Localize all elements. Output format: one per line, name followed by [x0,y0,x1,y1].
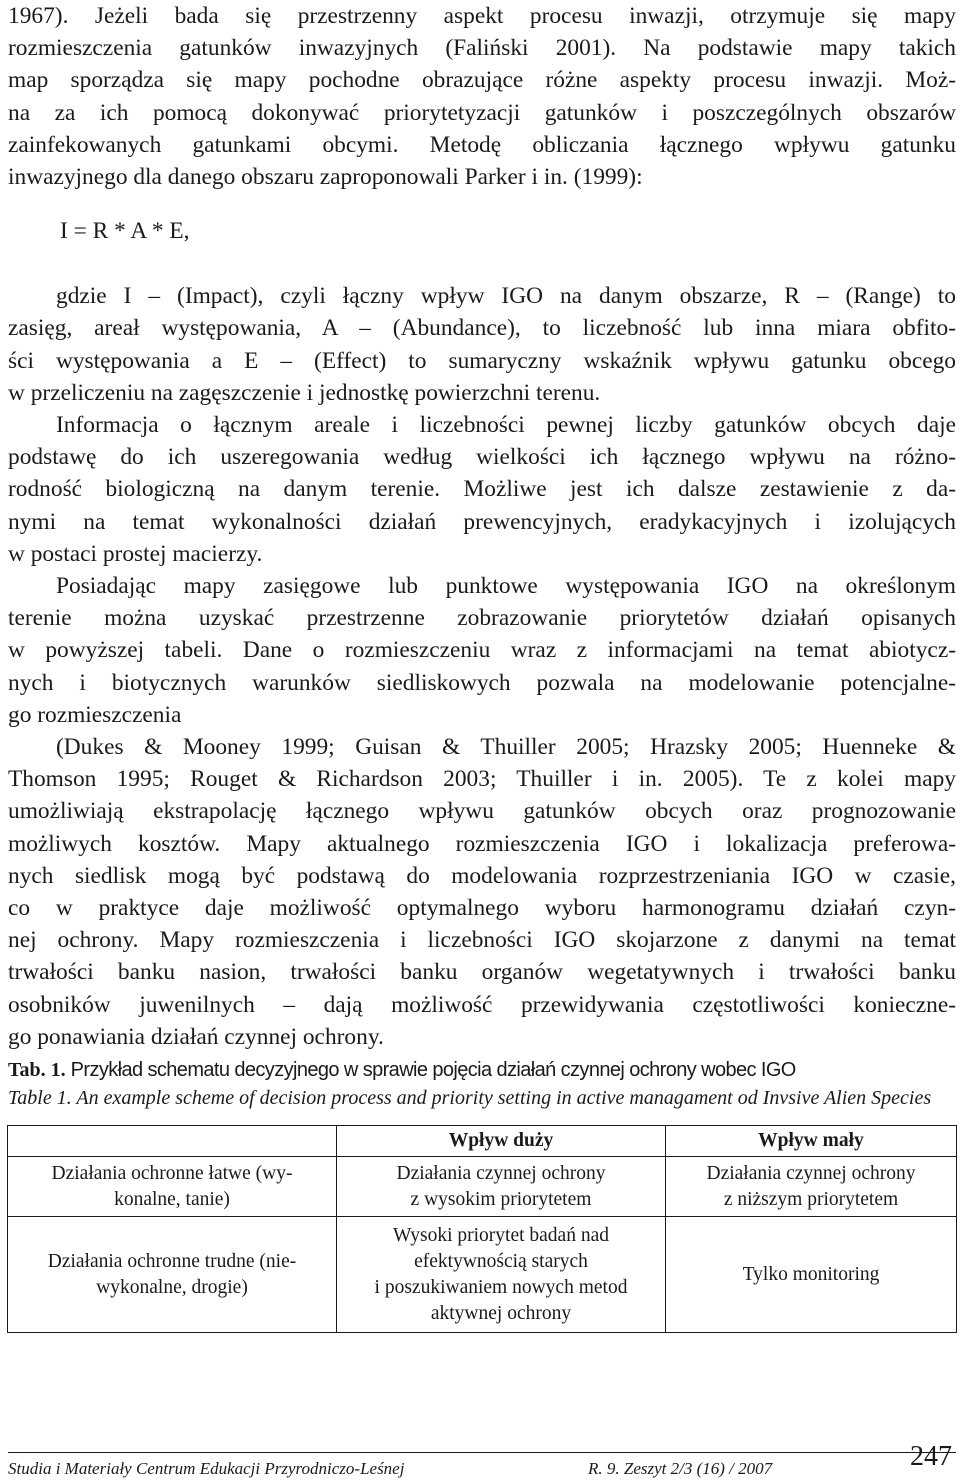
text-line: w postaci prostej macierzy. [8,540,263,567]
text-line: co w praktyce daje możliwość optymalnego wyboru harmonogramu działań czyn- [8,895,956,922]
text-line: na za ich pomocą dokonywać priorytetyzacji gatunków i poszczególnych obszarów [8,99,956,126]
table-row [8,1157,957,1217]
table-title-en: Table 1. An example scheme of decision process and priority setting in active managament od Invsive Alien Species [8,1087,932,1110]
text-line: nymi na temat wykonalności działań prewencyjnych, eradykacyjnych i izolujących [8,508,956,535]
table-cell: Działania czynnej ochrony z niższym priorytetem [666,1157,957,1217]
table-header-row [8,1126,957,1157]
text-line: możliwych kosztów. Mapy aktualnego rozmieszczenia IGO i lokalizacja preferowa- [8,830,956,857]
journal-name: Studia i Materiały Centrum Edukacji Przyrodniczo-Leśnej [8,1459,405,1478]
paragraph-references [8,731,956,1053]
text-line: osobników juwenilnych – dają możliwość przewidywania częstotliwości konieczne- [8,991,956,1018]
text-line: map sporządza się mapy pochodne obrazujące różne aspekty procesu inwazji. Moż- [8,67,956,94]
text-line: zasięg, areał występowania, A – (Abundance), to liczebność lub inna miara obfito- [8,315,956,342]
text-line: trwałości banku nasion, trwałości banku organów wegetatywnych i trwałości banku [8,959,956,986]
table-header-cell: Wpływ duży [337,1126,666,1157]
text-line: zainfekowanych gatunkami obcymi. Metodę obliczania łącznego wpływu gatunku [8,131,956,158]
table-cell: Działania ochronne łatwe (wy- konalne, tanie) [8,1157,337,1217]
text-line: go ponawiania działań czynnej ochrony. [8,1023,384,1050]
table-cell: Działania ochronne trudne (nie- wykonalne, drogie) [8,1217,337,1333]
table-cell: Wysoki priorytet badań nad efektywnością starych i poszukiwaniem nowych metod aktywnej ochrony [337,1217,666,1333]
table-caption [8,1057,956,1113]
text-line: podstawę do ich uszeregowania według wielkości ich łącznego wpływu na różno- [8,444,956,471]
table-caption-pl [8,1057,956,1083]
text-line: inwazyjnego dla danego obszaru zaproponowali Parker i in. (1999): [8,164,643,191]
paragraph-ranking [8,409,956,570]
text-line: umożliwiają ekstrapolację łącznego wpływu gatunków obcych oraz prognozowanie [8,798,956,825]
text-line: rozmieszczenia gatunków inwazyjnych (Faliński 2001). Na podstawie mapy takich [8,35,956,62]
text-line: Thomson 1995; Rouget & Richardson 2003; Thuiller i in. 2005). Te z kolei mapy [8,766,956,793]
text-line: terenie można uzyskać przestrzenne zobrazowanie priorytetów działań opisanych [8,605,956,632]
text-line: Informacja o łącznym areale i liczebności pewnej liczby gatunków obcych daje [56,412,956,439]
text-line: go rozmieszczenia [8,701,182,728]
table-header-cell [8,1126,337,1157]
table-title-pl: Przykład schematu decyzyjnego w sprawie pojęcia działań czynnej ochrony wobec IGO [70,1059,796,1082]
text-line: ści występowania a E – (Effect) to sumaryczny wskaźnik wpływu gatunku obcego [8,347,956,374]
text-line: w powyższej tabeli. Dane o rozmieszczeniu wraz z informacjami na temat abiotycz- [8,637,956,664]
text-line: gdzie I – (Impact), czyli łączny wpływ IGO na danym obszarze, R – (Range) to [56,283,956,310]
table-cell: Tylko monitoring [666,1217,957,1333]
page [8,0,956,1333]
table-cell: Działania czynnej ochrony z wysokim priorytetem [337,1157,666,1217]
text-line: (Dukes & Mooney 1999; Guisan & Thuiller 2005; Hrazsky 2005; Huenneke & [56,734,956,761]
page-number: 247 [910,1441,952,1472]
table-header-cell: Wpływ mały [666,1126,957,1157]
text-line: nych siedlisk mogą być podstawą do modelowania rozprzestrzeniania IGO w czasie, [8,862,956,889]
text-line: Posiadając mapy zasięgowe lub punktowe występowania IGO na określonym [56,573,956,600]
text-line: nej ochrony. Mapy rozmieszczenia i liczebności IGO skojarzone z danymi na temat [8,927,956,954]
journal-volume: R. 9. Zeszyt 2/3 (16) / 2007 [588,1459,773,1478]
impact-formula: I = R * A * E, [60,218,190,245]
paragraph-intro [8,0,956,193]
decision-table [7,1125,957,1333]
table-label: Tab. 1. [8,1059,66,1082]
table-row [8,1217,957,1333]
paragraph-maps [8,570,956,731]
text-line: w przeliczeniu na zagęszczenie i jednostkę powierzchni terenu. [8,379,601,406]
text-line: nych i biotycznych warunków siedliskowych pozwala na modelowanie potencjalne- [8,669,956,696]
paragraph-formula-explanation [8,280,956,409]
page-footer [8,1441,956,1478]
text-line: 1967). Jeżeli bada się przestrzenny aspekt procesu inwazji, otrzymuje się mapy [8,3,956,29]
text-line: rodność biologiczną na danym terenie. Możliwe jest ich dalsze zestawienie z da- [8,476,956,503]
